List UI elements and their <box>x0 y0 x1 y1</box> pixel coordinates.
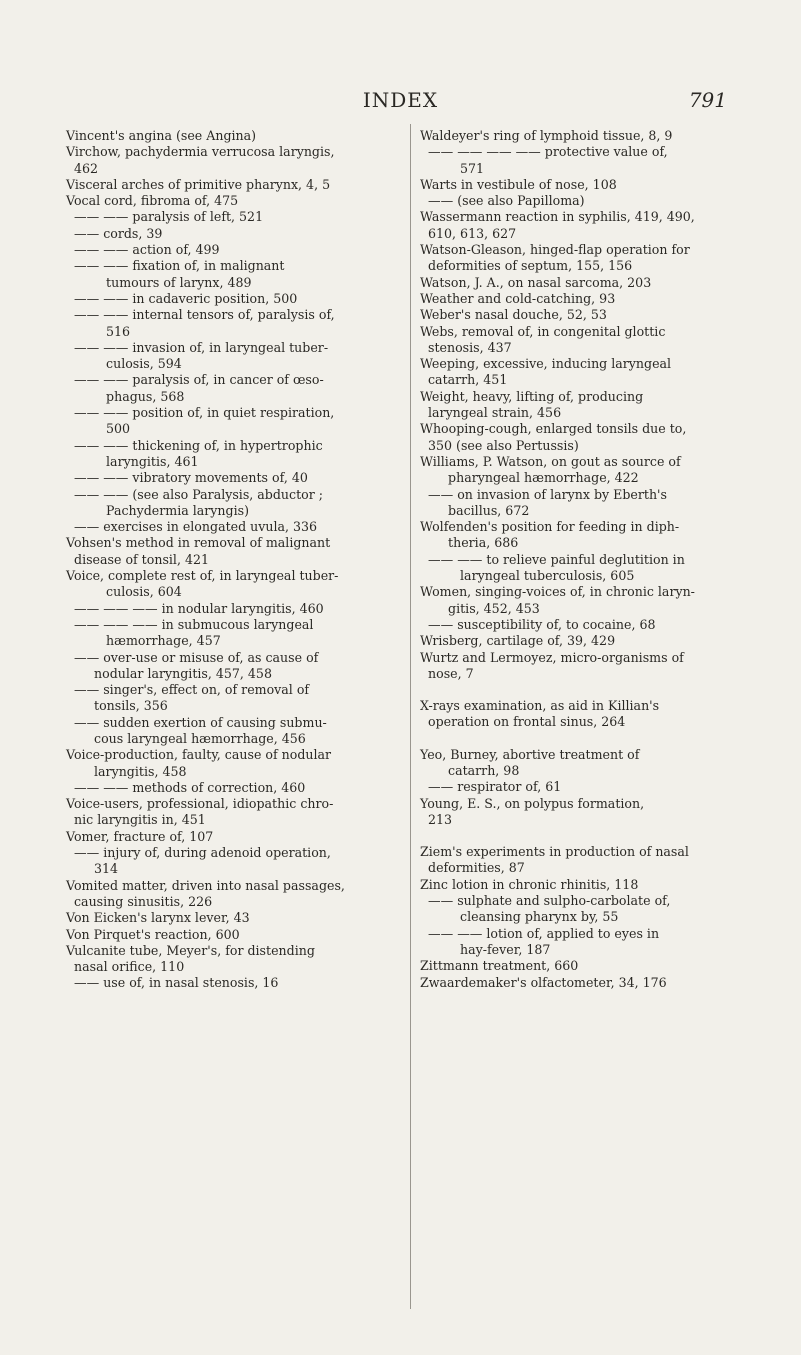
index-line: X-rays examination, as aid in Killian's <box>420 698 660 714</box>
index-line: —— —— lotion of, applied to eyes in <box>420 925 660 941</box>
index-line: laryngeal tuberculosis, 605 <box>420 568 635 584</box>
index-line: catarrh, 451 <box>420 372 508 388</box>
index-line: —— —— paralysis of left, 521 <box>66 209 264 225</box>
index-line: —— —— in cadaveric position, 500 <box>66 290 298 306</box>
index-line: laryngitis, 458 <box>66 763 187 779</box>
index-line: Wassermann reaction in syphilis, 419, 490, <box>420 209 695 225</box>
index-line: causing sinusitis, 226 <box>66 893 213 909</box>
index-line: Women, singing-voices of, in chronic laryn- <box>420 584 695 600</box>
index-line: Voice-production, faulty, cause of nodular <box>66 747 332 763</box>
column-divider <box>410 124 411 1309</box>
index-line: Vulcanite tube, Meyer's, for distending <box>66 942 315 958</box>
index-line: laryngeal strain, 456 <box>420 405 562 421</box>
index-line: —— —— (see also Paralysis, abductor ; <box>66 486 324 502</box>
index-line: 610, 613, 627 <box>420 225 517 241</box>
index-line: hæmorrhage, 457 <box>66 633 221 649</box>
index-line: Young, E. S., on polypus formation, <box>420 795 645 811</box>
index-line: —— exercises in elongated uvula, 336 <box>66 519 318 535</box>
index-line: disease of tonsil, 421 <box>66 551 210 567</box>
index-line: 500 <box>66 421 131 437</box>
index-line: —— sudden exertion of causing submu- <box>66 714 327 730</box>
index-line: stenosis, 437 <box>420 339 512 355</box>
index-line: Vocal cord, fibroma of, 475 <box>66 193 239 209</box>
index-line: —— —— vibratory movements of, 40 <box>66 470 308 486</box>
index-line: tumours of larynx, 489 <box>66 274 252 290</box>
index-line: Watson, J. A., on nasal sarcoma, 203 <box>420 274 652 290</box>
index-line: —— cords, 39 <box>66 225 163 241</box>
index-line: Ziem's experiments in production of nasal <box>420 844 689 860</box>
index-line: —— over-use or misuse of, as cause of <box>66 649 319 665</box>
index-line: —— —— position of, in quiet respiration, <box>66 405 335 421</box>
index-line: phagus, 568 <box>66 388 185 404</box>
index-line: Zittmann treatment, 660 <box>420 958 579 974</box>
index-line: Zwaardemaker's olfactometer, 34, 176 <box>420 974 667 990</box>
index-line: —— —— —— in submucous laryngeal <box>66 616 314 632</box>
index-gap <box>420 828 746 844</box>
index-line: Vomer, fracture of, 107 <box>66 828 214 844</box>
index-line: Virchow, pachydermia verrucosa laryngis, <box>66 144 335 160</box>
index-line: cous laryngeal hæmorrhage, 456 <box>66 730 306 746</box>
index-line: —— —— to relieve painful deglutition in <box>420 551 685 567</box>
index-column-right <box>420 128 746 991</box>
index-line: 314 <box>66 861 119 877</box>
index-line: Yeo, Burney, abortive treatment of <box>420 746 640 762</box>
index-line: —— injury of, during adenoid operation, <box>66 845 331 861</box>
index-line: —— —— fixation of, in malignant <box>66 258 285 274</box>
index-line: nic laryngitis in, 451 <box>66 812 206 828</box>
index-line: deformities of septum, 155, 156 <box>420 258 633 274</box>
index-line: pharyngeal hæmorrhage, 422 <box>420 470 639 486</box>
index-line: 516 <box>66 323 131 339</box>
index-line: —— —— internal tensors of, paralysis of, <box>66 307 335 323</box>
index-line: nose, 7 <box>420 665 474 681</box>
index-line: culosis, 594 <box>66 356 182 372</box>
index-gap <box>420 682 746 698</box>
index-line: Webs, removal of, in congenital glottic <box>420 323 666 339</box>
index-line: —— use of, in nasal stenosis, 16 <box>66 975 279 991</box>
index-line: —— —— methods of correction, 460 <box>66 779 306 795</box>
index-gap <box>420 731 746 747</box>
index-line: —— —— —— —— protective value of, <box>420 144 668 160</box>
index-line: 350 (see also Pertussis) <box>420 437 579 453</box>
index-line: —— —— thickening of, in hypertrophic <box>66 437 323 453</box>
index-line: catarrh, 98 <box>420 762 520 778</box>
index-line: Wurtz and Lermoyez, micro-organisms of <box>420 649 684 665</box>
index-line: Zinc lotion in chronic rhinitis, 118 <box>420 876 639 892</box>
index-line: —— (see also Papilloma) <box>420 193 585 209</box>
index-line: Von Eicken's larynx lever, 43 <box>66 910 250 926</box>
index-line: Wolfenden's position for feeding in diph- <box>420 519 680 535</box>
index-line: 462 <box>66 160 99 176</box>
index-line: deformities, 87 <box>420 860 525 876</box>
index-line: operation on frontal sinus, 264 <box>420 714 626 730</box>
index-column-left <box>66 128 390 992</box>
index-line: Pachydermia laryngis) <box>66 502 249 518</box>
index-line: Voice, complete rest of, in laryngeal tuber- <box>66 568 339 584</box>
index-line: Watson-Gleason, hinged-flap operation for <box>420 242 690 258</box>
index-line: theria, 686 <box>420 535 519 551</box>
index-line: culosis, 604 <box>66 584 182 600</box>
index-line: —— —— paralysis of, in cancer of œso- <box>66 372 324 388</box>
index-line: —— singer's, effect on, of removal of <box>66 682 310 698</box>
index-line: Von Pirquet's reaction, 600 <box>66 926 240 942</box>
index-line: Weather and cold-catching, 93 <box>420 290 616 306</box>
index-line: —— —— action of, 499 <box>66 242 220 258</box>
index-line: Williams, P. Watson, on gout as source of <box>420 453 681 469</box>
index-line: 571 <box>420 160 485 176</box>
index-line: Vohsen's method in removal of malignant <box>66 535 331 551</box>
index-line: tonsils, 356 <box>66 698 168 714</box>
index-line: Weber's nasal douche, 52, 53 <box>420 307 607 323</box>
index-line: nasal orifice, 110 <box>66 959 185 975</box>
page-header <box>0 88 801 118</box>
index-line: 213 <box>420 811 453 827</box>
index-line: —— sulphate and sulpho-carbolate of, <box>420 893 671 909</box>
index-line: Wrisberg, cartilage of, 39, 429 <box>420 633 616 649</box>
page-number: 791 <box>688 88 727 112</box>
index-line: Weight, heavy, lifting of, producing <box>420 388 644 404</box>
index-line: cleansing pharynx by, 55 <box>420 909 619 925</box>
index-line: Vincent's angina (see Angina) <box>66 128 257 143</box>
index-line: nodular laryngitis, 457, 458 <box>66 665 272 681</box>
index-line: Waldeyer's ring of lymphoid tissue, 8, 9 <box>420 128 673 143</box>
index-line: gitis, 452, 453 <box>420 600 540 616</box>
index-line: Vomited matter, driven into nasal passages, <box>66 877 345 893</box>
index-line: Whooping-cough, enlarged tonsils due to, <box>420 421 687 437</box>
index-line: —— respirator of, 61 <box>420 779 562 795</box>
running-title: INDEX <box>362 88 439 112</box>
index-line: Weeping, excessive, inducing laryngeal <box>420 356 672 372</box>
index-line: —— on invasion of larynx by Eberth's <box>420 486 667 502</box>
index-line: laryngitis, 461 <box>66 453 199 469</box>
index-line: hay-fever, 187 <box>420 941 551 957</box>
index-line: Voice-users, professional, idiopathic chro- <box>66 796 334 812</box>
index-line: —— —— —— in nodular laryngitis, 460 <box>66 600 324 616</box>
index-line: Warts in vestibule of nose, 108 <box>420 176 617 192</box>
index-line: Visceral arches of primitive pharynx, 4, 5 <box>66 176 331 192</box>
index-line: —— —— invasion of, in laryngeal tuber- <box>66 339 329 355</box>
index-line: bacillus, 672 <box>420 502 530 518</box>
index-line: —— susceptibility of, to cocaine, 68 <box>420 616 656 632</box>
